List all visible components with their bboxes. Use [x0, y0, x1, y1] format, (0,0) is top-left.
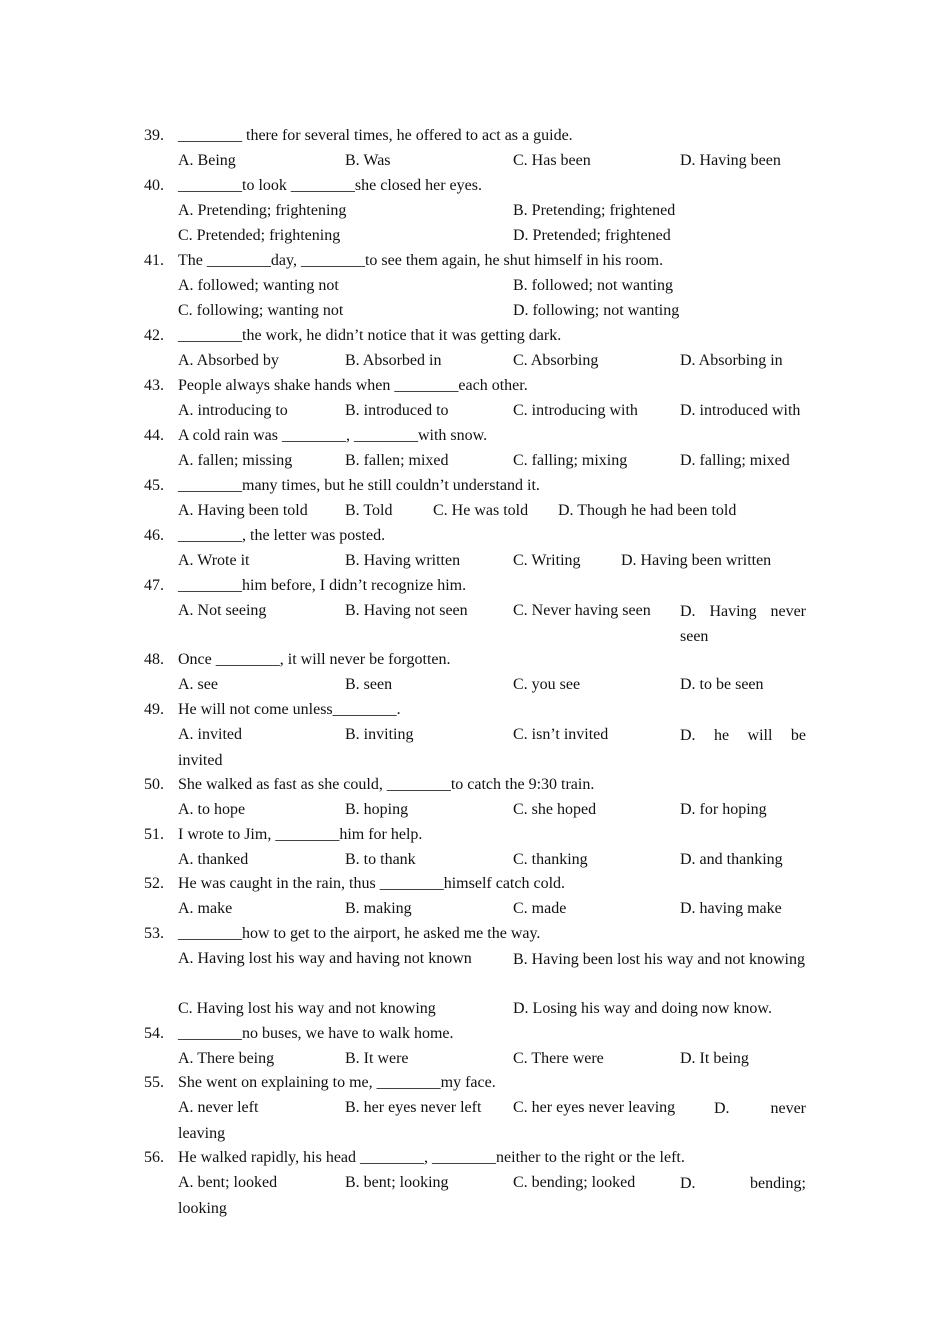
question-39: [0, 124, 950, 148]
option-d: D. Having never seen: [680, 603, 806, 645]
question-stem: ________the work, he didn’t notice that it was getting dark.: [178, 327, 562, 344]
question-44: [0, 424, 950, 448]
option-a: A. introducing to: [178, 402, 288, 419]
question-number: 47.: [144, 577, 164, 594]
option-b: B. Pretending; frightened: [513, 202, 676, 219]
options-row: [0, 449, 950, 473]
option-b: B. Having written: [345, 552, 461, 569]
question-number: 55.: [144, 1074, 164, 1091]
option-b-wrap: [0, 947, 950, 997]
options-row: [0, 599, 950, 645]
question-stem: The ________day, ________to see them again, he shut himself in his room.: [178, 252, 664, 269]
option-c: C. falling; mixing: [513, 452, 628, 469]
options-row: [0, 798, 950, 822]
question-number: 43.: [144, 377, 164, 394]
question-51: [0, 823, 950, 847]
options-row: [0, 199, 950, 223]
option-c: C. made: [513, 900, 567, 917]
options-row: [0, 224, 950, 248]
question-56: [0, 1146, 950, 1170]
option-c: C. Absorbing: [513, 352, 599, 369]
options-row: [0, 673, 950, 697]
option-b: B. making: [345, 900, 412, 917]
question-54: [0, 1022, 950, 1046]
option-a: A. bent; looked: [178, 1174, 278, 1191]
option-a: A. Absorbed by: [178, 352, 279, 369]
option-d: D. Losing his way and doing now know.: [513, 1000, 772, 1017]
option-d: D. he will be invited: [178, 727, 806, 769]
option-a: A. to hope: [178, 801, 246, 818]
option-a: A. followed; wanting not: [178, 277, 339, 294]
option-a: A. Wrote it: [178, 552, 250, 569]
option-b: B. Absorbed in: [345, 352, 442, 369]
question-stem: She walked as fast as she could, ________to catch the 9:30 train.: [178, 776, 595, 793]
question-40: [0, 174, 950, 198]
question-stem: Once ________, it will never be forgotten.: [178, 651, 451, 668]
question-number: 41.: [144, 252, 164, 269]
option-a: A. Having been told: [178, 502, 308, 519]
option-c: C. introducing with: [513, 402, 638, 419]
question-stem: ________how to get to the airport, he asked me the way.: [178, 925, 541, 942]
question-stem: People always shake hands when ________each other.: [178, 377, 528, 394]
option-b: B. seen: [345, 676, 393, 693]
options-row: [0, 848, 950, 872]
option-c: C. Writing: [513, 552, 581, 569]
question-47: [0, 574, 950, 598]
question-number: 52.: [144, 875, 164, 892]
option-d: D. Having been written: [621, 552, 772, 569]
option-d-wrap: [0, 1096, 950, 1146]
option-c: C. thanking: [513, 851, 588, 868]
option-d-wrap: [0, 1171, 950, 1221]
option-a: A. never left: [178, 1099, 259, 1116]
option-d: D. It being: [680, 1050, 749, 1067]
question-49: [0, 698, 950, 722]
options-row: [0, 549, 950, 573]
option-d: D. introduced with: [680, 402, 801, 419]
question-stem: He walked rapidly, his head ________, ________neither to the right or the left.: [178, 1149, 685, 1166]
options-row: [0, 349, 950, 373]
option-c: C. Has been: [513, 152, 591, 169]
option-a: A. make: [178, 900, 233, 917]
option-d: D. Absorbing in: [680, 352, 783, 369]
option-b: B. inviting: [345, 726, 414, 743]
option-d: D. following; not wanting: [513, 302, 680, 319]
option-d: D. having make: [680, 900, 782, 917]
question-number: 53.: [144, 925, 164, 942]
question-stem: ________ there for several times, he offered to act as a guide.: [178, 127, 573, 144]
option-a: A. fallen; missing: [178, 452, 293, 469]
option-a: A. thanked: [178, 851, 249, 868]
options-row: [0, 1047, 950, 1071]
question-number: 56.: [144, 1149, 164, 1166]
option-c: C. isn’t invited: [513, 726, 609, 743]
question-48: [0, 648, 950, 672]
question-number: 44.: [144, 427, 164, 444]
option-c: C. bending; looked: [513, 1174, 636, 1191]
question-55: [0, 1071, 950, 1095]
option-d-wrap: [0, 723, 950, 773]
option-d: D. Having been: [680, 152, 781, 169]
option-b: B. her eyes never left: [345, 1099, 482, 1116]
options-row: [0, 499, 950, 523]
question-number: 40.: [144, 177, 164, 194]
question-stem: I wrote to Jim, ________him for help.: [178, 826, 423, 843]
question-number: 49.: [144, 701, 164, 718]
option-d: D. for hoping: [680, 801, 767, 818]
option-b: B. introduced to: [345, 402, 449, 419]
question-stem: ________, the letter was posted.: [178, 527, 386, 544]
question-stem: She went on explaining to me, ________my face.: [178, 1074, 496, 1091]
option-c: C. she hoped: [513, 801, 597, 818]
option-a: A. see: [178, 676, 218, 693]
option-d: D. falling; mixed: [680, 452, 790, 469]
option-a: A. invited: [178, 726, 242, 743]
question-stem: ________to look ________she closed her eyes.: [178, 177, 482, 194]
option-b: B. bent; looking: [345, 1174, 449, 1191]
option-d: D. never leaving: [178, 1100, 806, 1142]
option-b: B. It were: [345, 1050, 409, 1067]
option-b: B. Having been lost his way and not knowing: [513, 951, 805, 968]
options-row: [0, 399, 950, 423]
question-stem: He was caught in the rain, thus ________himself catch cold.: [178, 875, 566, 892]
option-b: B. fallen; mixed: [345, 452, 449, 469]
question-41: [0, 249, 950, 273]
option-d: D. Though he had been told: [558, 502, 737, 519]
option-b: B. hoping: [345, 801, 409, 818]
option-d: D. Pretended; frightened: [513, 227, 671, 244]
option-b: B. Told: [345, 502, 393, 519]
question-number: 46.: [144, 527, 164, 544]
question-46: [0, 524, 950, 548]
option-a: A. Being: [178, 152, 236, 169]
question-number: 54.: [144, 1025, 164, 1042]
option-c: C. her eyes never leaving: [513, 1099, 676, 1116]
option-d: D. bending; looking: [178, 1175, 806, 1217]
question-52: [0, 872, 950, 896]
option-d: D. and thanking: [680, 851, 783, 868]
option-c: C. Never having seen: [513, 602, 651, 619]
option-b: B. followed; not wanting: [513, 277, 673, 294]
options-row: [0, 274, 950, 298]
question-stem: ________him before, I didn’t recognize him.: [178, 577, 467, 594]
question-number: 45.: [144, 477, 164, 494]
question-50: [0, 773, 950, 797]
option-d: D. to be seen: [680, 676, 764, 693]
question-number: 42.: [144, 327, 164, 344]
option-c: C. He was told: [433, 502, 529, 519]
question-stem: A cold rain was ________, ________with snow.: [178, 427, 488, 444]
question-number: 48.: [144, 651, 164, 668]
question-45: [0, 474, 950, 498]
options-row: [0, 299, 950, 323]
question-stem: ________no buses, we have to walk home.: [178, 1025, 454, 1042]
question-number: 51.: [144, 826, 164, 843]
option-c: C. following; wanting not: [178, 302, 344, 319]
question-53: [0, 922, 950, 946]
option-a: A. Pretending; frightening: [178, 202, 347, 219]
options-row: [0, 997, 950, 1021]
option-b: B. to thank: [345, 851, 416, 868]
option-a: A. Having lost his way and having not known: [178, 950, 472, 967]
option-c: C. you see: [513, 676, 581, 693]
option-c: C. Pretended; frightening: [178, 227, 341, 244]
option-b: B. Was: [345, 152, 391, 169]
option-c: C. There were: [513, 1050, 604, 1067]
question-42: [0, 324, 950, 348]
question-stem: He will not come unless________.: [178, 701, 401, 718]
options-row: [0, 149, 950, 173]
question-number: 50.: [144, 776, 164, 793]
question-stem: ________many times, but he still couldn’t understand it.: [178, 477, 540, 494]
option-b: B. Having not seen: [345, 602, 468, 619]
option-a: A. Not seeing: [178, 602, 267, 619]
option-c: C. Having lost his way and not knowing: [178, 1000, 436, 1017]
option-a: A. There being: [178, 1050, 275, 1067]
question-number: 39.: [144, 127, 164, 144]
options-row: [0, 897, 950, 921]
question-43: [0, 374, 950, 398]
